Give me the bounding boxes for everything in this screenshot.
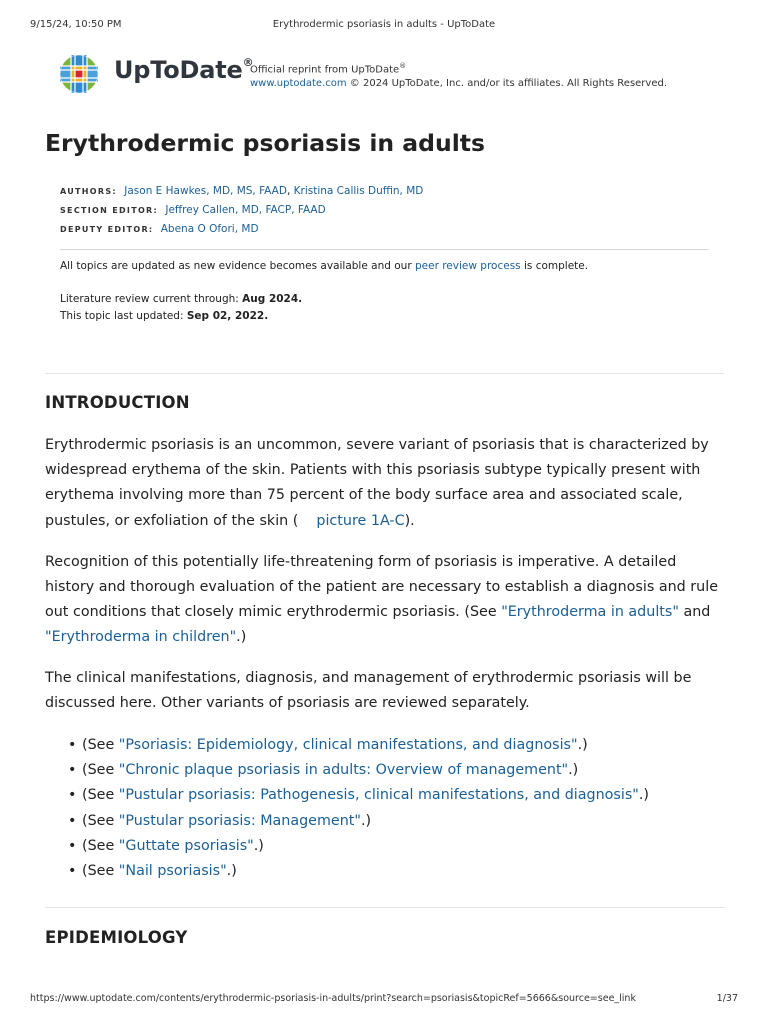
introduction-body bbox=[45, 433, 725, 732]
section-divider bbox=[45, 373, 724, 374]
topic-link-psoriasis-epidemiology[interactable]: "Psoriasis: Epidemiology, clinical manifestations, and diagnosis" bbox=[118, 737, 578, 753]
brand-name: UpToDate® bbox=[114, 56, 254, 84]
uptodate-website-link[interactable]: www.uptodate.com bbox=[250, 78, 347, 90]
list-item: • (See "Pustular psoriasis: Management".) bbox=[68, 809, 649, 834]
picture-1a-c-link[interactable]: picture 1A-C bbox=[316, 512, 405, 529]
topic-status bbox=[60, 258, 588, 325]
intro-paragraph-1: Erythrodermic psoriasis is an uncommon, severe variant of psoriasis that is characterized by widespread erythema of the skin. Patients with this psoriasis subtype typically present with erythema involving more than 75 percent of the body surface area and associated scale, pustules, or exfoliation of the skin ( picture 1A-C). bbox=[45, 437, 709, 529]
list-item: • (See "Pustular psoriasis: Pathogenesis, clinical manifestations, and diagnosis".) bbox=[68, 783, 649, 808]
introduction-heading: INTRODUCTION bbox=[45, 393, 190, 412]
print-header bbox=[30, 19, 738, 33]
peer-review-process-link[interactable]: peer review process bbox=[414, 260, 521, 272]
authors-line bbox=[60, 182, 423, 201]
reprint-notice bbox=[250, 59, 667, 91]
print-document-title: Erythrodermic psoriasis in adults - UpToDate bbox=[272, 19, 496, 30]
topic-link-nail-psoriasis[interactable]: "Nail psoriasis" bbox=[118, 863, 227, 880]
brand-trademark: ® bbox=[242, 56, 254, 69]
page-title: Erythrodermic psoriasis in adults bbox=[45, 129, 485, 157]
related-topics-list bbox=[68, 733, 649, 884]
literature-review-line: Literature review current through: Aug 2024. bbox=[60, 293, 303, 305]
print-url: https://www.uptodate.com/contents/erythrodermic-psoriasis-in-adults/print?search=psoriasis&topicRef=5666&source=see_link bbox=[30, 993, 636, 1004]
page-number: 1/37 bbox=[716, 993, 738, 1004]
section-editor-line bbox=[60, 201, 423, 220]
intro-paragraph-2: Recognition of this potentially life-threatening form of psoriasis is imperative. A detailed history and thorough evaluation of the patient are necessary to establish a diagnosis and rule out conditions that closely mimic erythrodermic psoriasis. (See "Erythroderma in adults" and "Erythroderma in children".) bbox=[45, 553, 718, 646]
section-editor-link[interactable]: Jeffrey Callen, MD, FACP, FAAD bbox=[165, 204, 326, 216]
list-item: • (See "Psoriasis: Epidemiology, clinical manifestations, and diagnosis".) bbox=[68, 733, 649, 758]
authors-separator: , bbox=[286, 185, 294, 197]
deputy-editor-line bbox=[60, 220, 423, 239]
topic-link-chronic-plaque-psoriasis[interactable]: "Chronic plaque psoriasis in adults: Overview of management" bbox=[118, 762, 569, 779]
topic-link-pustular-psoriasis-management[interactable]: "Pustular psoriasis: Management" bbox=[118, 812, 361, 829]
authors-label: AUTHORS: bbox=[60, 187, 117, 196]
list-item: • (See "Chronic plaque psoriasis in adults: Overview of management".) bbox=[68, 758, 649, 783]
author-link-hawkes[interactable]: Jason E Hawkes, MD, MS, FAAD bbox=[124, 185, 287, 197]
topic-credits bbox=[60, 182, 423, 239]
uptodate-logo-icon bbox=[59, 54, 99, 94]
last-updated-date: Sep 02, 2022 bbox=[186, 310, 265, 322]
intro-paragraph-3: The clinical manifestations, diagnosis, and management of erythrodermic psoriasis will be discussed here. Other variants of psoriasis are reviewed separately. bbox=[45, 670, 692, 712]
reprint-line: Official reprint from UpToDate bbox=[250, 64, 400, 76]
literature-review-date: Aug 2024 bbox=[242, 293, 299, 305]
erythroderma-adults-link[interactable]: "Erythroderma in adults" bbox=[501, 604, 679, 621]
epidemiology-heading: EPIDEMIOLOGY bbox=[45, 928, 188, 947]
print-datetime: 9/15/24, 10:50 PM bbox=[30, 19, 122, 30]
section-divider bbox=[45, 907, 724, 908]
list-item: • (See "Nail psoriasis".) bbox=[68, 859, 649, 884]
section-editor-label: SECTION EDITOR: bbox=[60, 206, 159, 215]
last-updated-line: This topic last updated: Sep 02, 2022. bbox=[60, 310, 269, 322]
topic-link-guttate-psoriasis[interactable]: "Guttate psoriasis" bbox=[118, 837, 254, 854]
list-item: • (See "Guttate psoriasis".) bbox=[68, 834, 649, 859]
reprint-trademark: ® bbox=[399, 62, 407, 70]
deputy-editor-link[interactable]: Abena O Ofori, MD bbox=[160, 223, 259, 235]
erythroderma-children-link[interactable]: "Erythroderma in children" bbox=[45, 629, 237, 646]
topic-link-pustular-psoriasis-pathogenesis[interactable]: "Pustular psoriasis: Pathogenesis, clinical manifestations, and diagnosis" bbox=[118, 787, 639, 804]
deputy-editor-label: DEPUTY EDITOR: bbox=[60, 225, 154, 234]
update-policy-text: All topics are updated as new evidence becomes available and our peer review process is complete. bbox=[60, 260, 589, 272]
credits-divider bbox=[60, 249, 709, 250]
copyright-text: © 2024 UpToDate, Inc. and/or its affiliates. All Rights Reserved. bbox=[346, 78, 668, 90]
author-link-callis-duffin[interactable]: Kristina Callis Duffin, MD bbox=[293, 185, 424, 197]
